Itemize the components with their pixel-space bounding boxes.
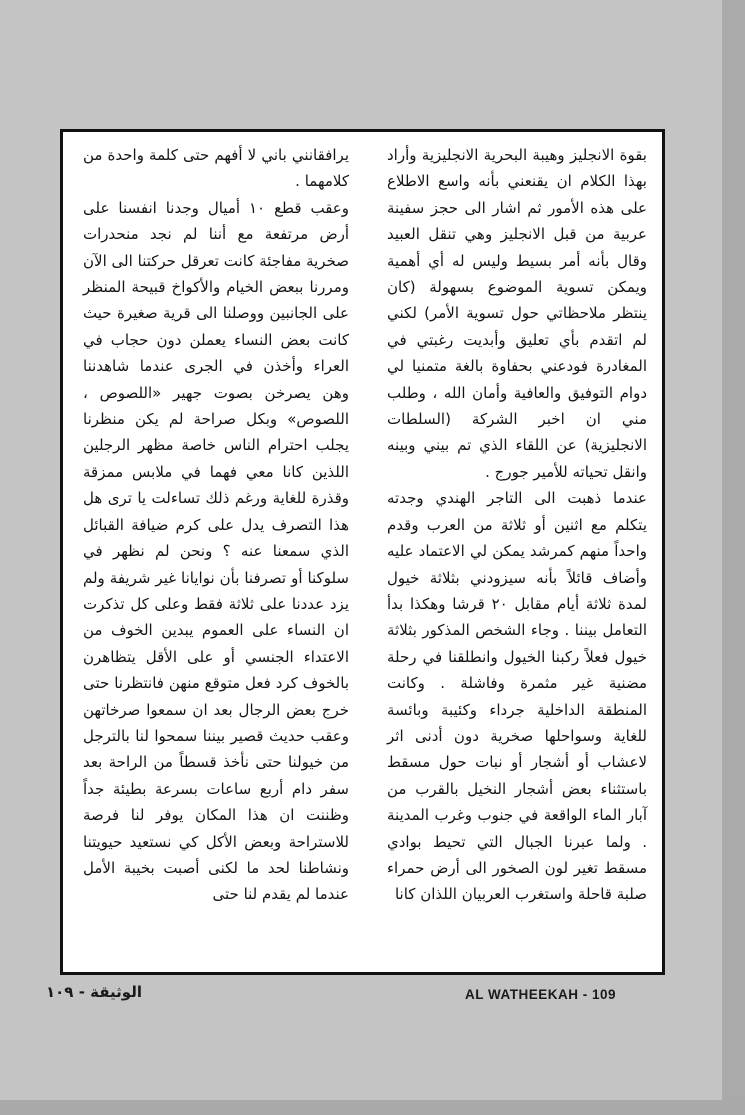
paragraph-2: عندما ذهبت الى التاجر الهندي وجدته يتكلم مع اثنين أو ثلاثة من العرب وقدم واحداً منهم كمرشد يمكن لي الاعتماد عليه وأضاف قائلاً بأنه سيزودني بثلاثة خيول لمدة ثلاثة أيام مقابل ٢٠ قرشا وهكذا بدأ التعامل بيننا . وجاء الشخص المذكور بثلاثة خيول فعلاً ركبنا الخيول وانطلقنا في رحلة مضنية غير مثمرة وفاشلة . وكانت المنطقة الداخلية جرداء وكئيبة وبائسة للغاية وسواحلها صخرية دون أدنى اثر لاعشاب أو أشجار أو نبات حول مسقط باستثناء بعض أشجار النخيل بالقرب من آبار الماء الواقعة في جنوب وغرب المدينة . ولما عبرنا الجبال التي تحيط بوادي مسقط تغير لون الصخور الى أرض حمراء صلبة قاحلة واستغرب العربيان اللذان كانا — [387, 489, 647, 904]
scan-edge-right — [722, 0, 745, 1115]
article-frame — [60, 129, 665, 975]
article-column-left — [83, 142, 349, 908]
footer-page-number-english: AL WATHEEKAH - 109 — [465, 987, 617, 1002]
paragraph-4: وعقب قطع ١٠ أميال وجدنا انفسنا على أرض مرتفعة مع أننا لم نجد منحدرات صخرية مفاجئة كانت تعرقل حركتنا الى الآن ومررنا ببعض الخيام والأكواخ قبيحة المنظر على الجانبين ووصلنا الى قرية صغيرة حيث كانت بعض النساء يعملن دون حجاب في العراء وأخذن في الجرى عندما شاهدننا وهن يصرخن بصوت جهير «اللصوص ، اللصوص» وبكل صراحة لم يكن منظرنا يجلب احترام الناس خاصة مظهر الرجلين اللذين كانا معي فهما في ملابس ممزقة وقذرة للغاية ورغم ذلك تساءلت يا ترى هل هذا التصرف يدل على كرم ضيافة القبائل الذي سمعنا عنه ؟ ونحن لم نظهر في سلوكنا أو تصرفنا بأن نوايانا غير شريفة ولم يزد عددنا على ثلاثة فقط وعلى كل تذكرت ان النساء على العموم يبدين الخوف من الاعتداء الجنسي أو على الأقل يتظاهرن بالخوف كرد فعل متوقع منهن فانتظرنا حتى خرج بعض الرجال بعد ان سمعوا صرخاتهن وعقب حديث قصير بيننا سمحوا لنا بالترجل من خيولنا حتى نأخذ قسطاً من الراحة بعد سفر دام أربع ساعات بسرعة بطيئة جداً وظننت ان هذا المكان يوفر لنا فرصة للاستراحة وبعض الأكل كي نستعيد حيويتنا ونشاطنا لحد ما لكنى أصبت بخيبة الأمل عندما لم يقدم لنا حتى — [83, 198, 349, 904]
footer-page-number-arabic: الوثيقة - ١٠٩ — [46, 983, 142, 1001]
paragraph-1: بقوة الانجليز وهيبة البحرية الانجليزية وأراد بهذا الكلام ان يقنعني بأنه واسع الاطلاع على هذه الأمور ثم اشار الى حجز سفينة عربية من قبل الانجليز وهي تنقل العبيد وقال بأنه أمر بسيط وليس له أي أهمية ويمكن تسوية الموضوع بسهولة (كان ينتظر ملاحظاتي حول تسوية الأمر) لكني لم اتقدم بأي تعليق وأبديت رغبتي في المغادرة فودعني بحفاوة بالغة متمنيا لي دوام التوفيق والعافية وأمان الله ، وطلب مني ان اخبر الشركة (السلطات الانجليزية) عن اللقاء الذي تم بيني وبينه وانقل تحياته للأمير جورج . — [387, 146, 647, 481]
article-column-right — [387, 142, 647, 908]
paragraph-3: يرافقانني باني لا أفهم حتى كلمة واحدة من كلامهما . — [83, 146, 349, 191]
scan-edge-bottom — [0, 1100, 745, 1115]
